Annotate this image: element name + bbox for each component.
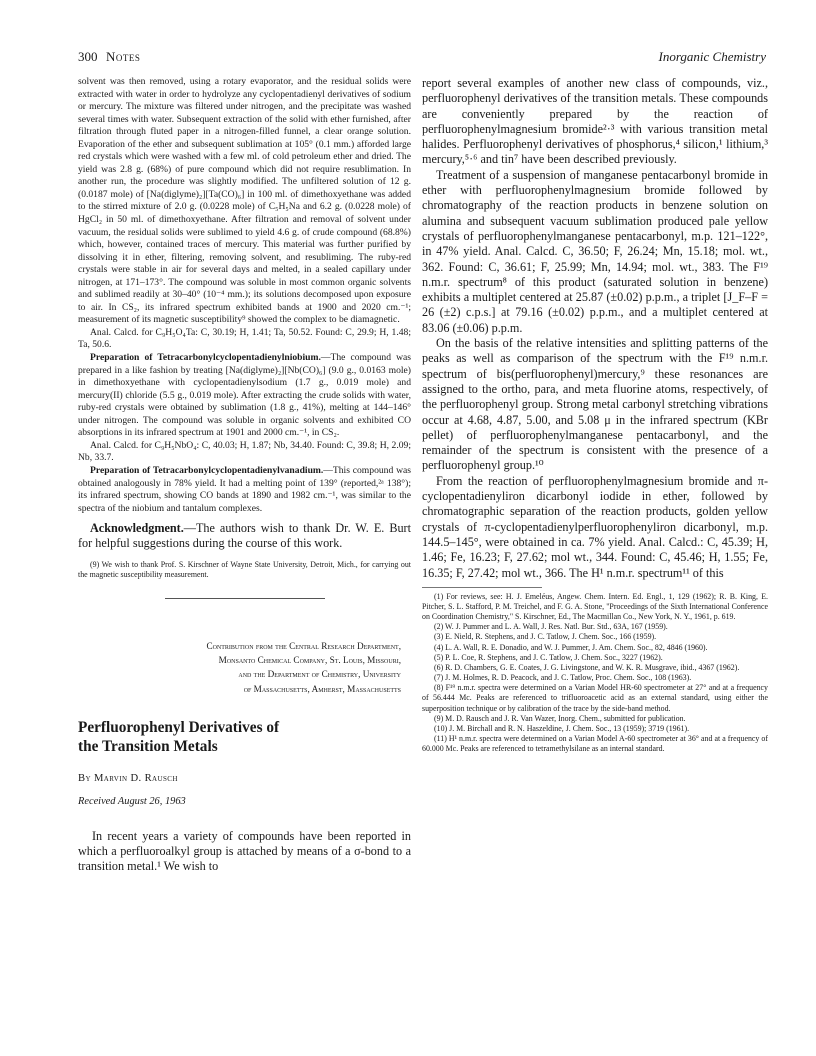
body-paragraph: From the reaction of perfluorophenylmagnesium bromide and π-cyclopentadienyliron dicarbonyl iodide in ether, followed by chromatographic separation of the reaction products, golden yellow crystals of π-cyclopentadienylperfluorophenyliron dicarbonyl, m.p. 144.5–145°, were obtained in ca. 7% yield. Anal. Calcd.: C, 45.39; H, 1.46; Fe, 16.23; F, 27.62; mol wt., 344. Found: C, 45.46; H, 1.55; Fe, 16.35; F, 27.42; mol wt., 366. The H¹ n.m.r. spectrum¹¹ of this	[422, 473, 768, 580]
footnote-9: (9) We wish to thank Prof. S. Kirschner of Wayne State University, Detroit, Mich., for carrying out the magnetic susceptibility measurement.	[78, 559, 411, 579]
author-byline: By Marvin D. Rausch	[78, 772, 178, 784]
body-paragraph: On the basis of the relative intensities and splitting patterns of the peaks as well as comparison of the spectrum with the F¹⁹ n.m.r. spectrum of bis(perfluorophenyl)mercury,⁹ these resonances are assigned to the ortho, para, and meta fluorine atoms, respectively, of the perfluorophenyl group. Strong metal carbonyl stretching vibrations occur at 4.68, 4.87, 5.00, and 5.08 μ in the infrared spectrum (KBr pellet) of perfluorophenylmanganese pentacarbonyl, and the remainder of the spectrum is consistent with the presence of a perfluorophenyl group.¹⁰	[422, 336, 768, 473]
affiliation-line: Monsanto Chemical Company, St. Louis, Missouri,	[218, 655, 401, 666]
body-paragraph: Treatment of a suspension of manganese pentacarbonyl bromide in ether with perfluorophenylmagnesium bromide followed by chromatography of the reaction products in benzene solution on alumina and subsequent vacuum sublimation produced pale yellow crystals of perfluorophenylmanganese pentacarbonyl, m.p. 121–122°, in 47% yield. Anal. Calcd. C, 36.50; F, 26.24; Mn, 15.18; mol. wt., 362. Found: C, 36.61; F, 25.99; Mn, 14.94; mol. wt., 383. The F¹⁹ n.m.r. spectrum⁸ of this product (saturated solution in benzene) exhibits a multiplet centered at 25.87 (±0.02) p.p.m., a triplet [J_F–F = 26 (±2) c.p.s.] at 79.16 (±0.02) p.p.m., and a multiplet centered at 83.06 (±0.06) p.p.m.	[422, 167, 768, 335]
vanadium-preparation	[78, 465, 411, 515]
affiliation-line: Contribution from the Central Research Department,	[206, 640, 401, 651]
article-title	[78, 718, 411, 757]
niobium-preparation-heading: Preparation of Tetracarbonylcyclopentadienylniobium.	[90, 352, 321, 364]
intro-paragraph: In recent years a variety of compounds have been reported in which a perfluoroalkyl group is attached by means of a σ-bond to a transition metal.¹ We wish to	[78, 828, 411, 874]
reference-item: (6) R. D. Chambers, G. E. Coates, J. G. Livingstone, and W. K. R. Musgrave, ibid., 4367 (1962).	[434, 662, 740, 672]
section-divider	[165, 598, 325, 599]
journal-name: Inorganic Chemistry	[658, 49, 766, 64]
reference-item: (10) J. M. Birchall and R. N. Haszeldine, J. Chem. Soc., 13 (1959); 3719 (1961).	[434, 723, 690, 733]
acknowledgment	[78, 521, 411, 552]
vanadium-preparation-body: —This compound was obtained analogously in 78% yield. It had a melting point of 139° (reported,²ᵃ 138°); its infrared spectrum, showing CO bands at 1890 and 1982 cm.⁻¹, was similar to the spectra of the niobium and tantalum complexes.	[78, 464, 411, 514]
left-column	[78, 76, 411, 1044]
article-body	[422, 76, 768, 581]
affiliation-line: of Massachusetts, Amherst, Massachusetts	[243, 683, 401, 694]
body-paragraph: report several examples of another new class of compounds, viz., perfluorophenyl derivatives of the transition metals. These compounds are conveniently prepared by the reaction of perfluorophenylmagnesium bromide²·³ with various transition metal halides. Perfluorophenyl derivatives of phosphorus,⁴ silicon,¹ lithium,³ mercury,⁵·⁶ and tin⁷ have been described previously.	[422, 76, 768, 167]
experimental-section	[78, 76, 411, 515]
article-intro	[78, 829, 411, 875]
right-column	[422, 76, 768, 1044]
reference-item: (3) E. Nield, R. Stephens, and J. C. Tatlow, J. Chem. Soc., 166 (1959).	[434, 632, 657, 642]
reference-item: (5) P. L. Coe, R. Stephens, and J. C. Tatlow, J. Chem. Soc., 3227 (1962).	[434, 652, 663, 662]
reference-item: (4) L. A. Wall, R. E. Donadio, and W. J. Pummer, J. Am. Chem. Soc., 82, 4846 (1960).	[434, 642, 708, 652]
affiliation-line: and the Department of Chemistry, University	[238, 669, 401, 680]
niobium-preparation	[78, 352, 411, 440]
reference-item: (7) J. M. Holmes, R. D. Peacock, and J. C. Tatlow, Proc. Chem. Soc., 108 (1963).	[434, 673, 692, 683]
reference-item: (11) H¹ n.m.r. spectra were determined on a Varian Model A-60 spectrometer at 36° and at a frequency of 60.000 Mc. Peaks are referenced to tetramethylsilane as an internal standard.	[422, 733, 768, 754]
reference-item: (2) W. J. Pummer and L. A. Wall, J. Res. Natl. Bur. Std., 63A, 167 (1959).	[434, 622, 668, 632]
title-line: Perfluorophenyl Derivatives of	[78, 718, 280, 736]
reference-item: (1) For reviews, see: H. J. Emeléus, Angew. Chem. Intern. Ed. Engl., 1, 129 (1962); R. B. King, E. Pitcher, S. L. Stafford, P. M. Treichel, and F. G. A. Stone, "Proceedings of the Sixth International Conference on Coordination Chemistry," S. Kirschner, Ed., The Macmillan Co., New York, N. Y., 1961, p. 619.	[422, 591, 768, 622]
vanadium-preparation-heading: Preparation of Tetracarbonylcyclopentadienylvanadium.	[90, 464, 324, 476]
reference-item: (9) M. D. Rausch and J. R. Van Wazer, Inorg. Chem., submitted for publication.	[434, 713, 686, 723]
title-line: the Transition Metals	[78, 738, 218, 756]
contribution-affiliation	[78, 639, 411, 696]
analysis-niobium: Anal. Calcd. for C₉H₅NbO₄: C, 40.03; H, 1.87; Nb, 34.40. Found: C, 39.8; H, 2.09; Nb, 33.7.	[78, 439, 411, 464]
page-number: 300	[78, 49, 98, 64]
experimental-paragraph: solvent was then removed, using a rotary evaporator, and the residual solids were extracted with water in order to hydrolyze any cyclopentadienyl derivatives of sodium or mercury. The mixture was filtered under nitrogen, and the precipitate was washed several times with water. Subsequent extraction of the solid with ether furnished, after filtration through fluted paper in a nitrogen-filled funnel, a clear orange solution. Evaporation of the ether and subsequent sublimation at 105° (0.1 mm.) afforded large red crystals which were washed with a few ml. of cold petroleum ether and dried. The yield was 2.8 g. (68%) of pure compound which did not require resublimation. In another run, the procedure was slightly modified. The unfiltered solution of 12 g. (0.0187 mole) of [Na(diglyme)₂][Ta(CO)₆] in 100 ml. of dimethoxyethane was added to the stirred mixture of 2.0 g. (0.0228 mole) of C₅H₅Na and 6.2 g. (0.0228 mole) of HgCl₂ in 50 ml. of dimethoxyethane. After filtration and removal of solvent under vacuum, the residual solids were sublimed to yield 4.6 g. of crude compound (68.8%) which, however, contained traces of mercury. This material was further purified by dissolving it in ether, filtering, removing solvent, and resubliming. The ruby-red crystals were stable in air for several days and melted, in a sealed capillary under nitrogen, at 171–173°. The compound was soluble in most common organic solvents and sublimed readily at 30–40° (10⁻⁴ mm.); its solutions decomposed upon exposure to air. In CS₂, its infrared spectrum exhibited bands at 1900 and 2020 cm.⁻¹; measurement of its magnetic susceptibility⁹ showed the complex to be diamagnetic.	[78, 76, 411, 326]
section-label: Notes	[106, 49, 141, 64]
running-header	[78, 49, 766, 67]
received-date: Received August 26, 1963	[78, 795, 186, 807]
analysis-tantalum: Anal. Calcd. for C₉H₅O₄Ta: C, 30.19; H, 1.41; Ta, 50.52. Found: C, 29.9; H, 1.48; Ta, 50.6.	[78, 326, 411, 351]
acknowledgment-heading: Acknowledgment.	[90, 521, 184, 536]
reference-item: (8) F¹⁹ n.m.r. spectra were determined on a Varian Model HR-60 spectrometer at 27° and at a frequency of 56.444 Mc. Peaks are referenced to trifluoroacetic acid as an external standard, using either the superposition technique or by calibration of the trace by the side-band method.	[422, 683, 768, 713]
references-list	[422, 592, 768, 755]
footnote-rule	[422, 587, 542, 588]
niobium-preparation-body: —The compound was prepared in a like fashion by treating [Na(diglyme)₂][Nb(CO)₆] (9.0 g., 0.0163 mole) in dimethoxyethane with cyclopentadienylsodium (1.7 g., 0.019 mole) and mercury(II) chloride (5.5 g., 0.019 mole). After extracting the crude solids with water, ruby-red crystals were obtained by sublimation (1.8 g., 41%), melting at 144–146° under nitrogen. The compound was soluble in organic solvents and exhibited CO absorptions in its infrared spectrum at 1901 and 2000 cm.⁻¹, in CS₂.	[78, 352, 411, 439]
acknowledgment-body: —The authors wish to thank Dr. W. E. Burt for helpful suggestions during the course of this work.	[78, 521, 411, 551]
